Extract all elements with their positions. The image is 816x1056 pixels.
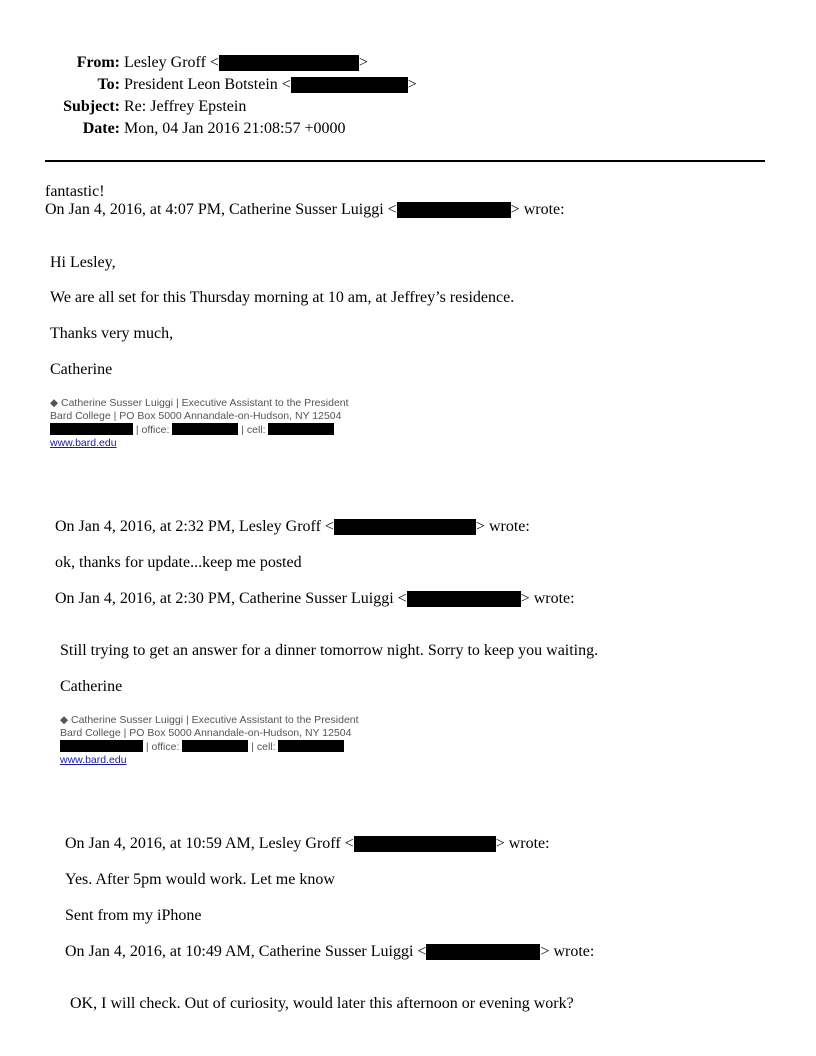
redaction-block (60, 740, 143, 752)
q4-paragraph: Yes. After 5pm would work. Let me know (65, 871, 335, 888)
quote1-header-text: On Jan 4, 2016, at 4:07 PM, Catherine Susser Luiggi < (45, 201, 397, 218)
redaction-block (50, 423, 133, 435)
quote3-header-text: On Jan 4, 2016, at 2:30 PM, Catherine Susser Luiggi < (55, 590, 407, 607)
q1-paragraph: We are all set for this Thursday morning at 10 am, at Jeffrey’s residence. (50, 289, 515, 306)
signature-line1: ◆ Catherine Susser Luiggi | Executive Assistant to the President (50, 397, 349, 409)
q2-paragraph: ok, thanks for update...keep me posted (55, 554, 302, 571)
redaction-block (407, 591, 521, 607)
redaction-block (334, 519, 476, 535)
header-divider (45, 160, 765, 162)
q3-paragraph: Still trying to get an answer for a dinner tomorrow night. Sorry to keep you waiting. (60, 642, 599, 659)
redaction-block (426, 944, 540, 960)
header-subject (0, 98, 246, 116)
cell-label: | cell: (238, 424, 269, 436)
office-label: | office: (143, 741, 183, 753)
redaction-block (182, 740, 248, 752)
subject-label: Subject: (63, 98, 120, 115)
date-label: Date: (82, 120, 120, 137)
date-value: Mon, 04 Jan 2016 21:08:57 +0000 (124, 120, 346, 137)
quote5-header-text: On Jan 4, 2016, at 10:49 AM, Catherine Susser Luiggi < (65, 943, 427, 960)
quote1-header (45, 201, 565, 219)
quote2-header-text: On Jan 4, 2016, at 2:32 PM, Lesley Groff < (55, 518, 334, 535)
redaction-block (268, 423, 334, 435)
to-label: To: (97, 76, 120, 93)
quote4-header (65, 835, 550, 853)
quote1-header-wrote: > wrote: (510, 201, 565, 218)
quote4-header-wrote: > wrote: (495, 835, 550, 852)
quote4-header-text: On Jan 4, 2016, at 10:59 AM, Lesley Groff < (65, 835, 354, 852)
q1-signoff: Catherine (50, 361, 113, 378)
redaction-block (291, 77, 408, 93)
quote2-header-wrote: > wrote: (475, 518, 530, 535)
redaction-block (354, 836, 496, 852)
quote3-header-wrote: > wrote: (520, 590, 575, 607)
header-date (0, 120, 345, 138)
quote5-header-wrote: > wrote: (540, 943, 595, 960)
close-angle: > (407, 76, 417, 93)
q3-signoff: Catherine (60, 678, 123, 695)
quote5-header (65, 943, 594, 961)
cell-label: | cell: (248, 741, 279, 753)
signature-block (50, 397, 349, 450)
redaction-block (172, 423, 238, 435)
signature-contact (50, 423, 349, 437)
redaction-block (397, 202, 511, 218)
to-value: President Leon Botstein < (124, 76, 291, 93)
header-to (0, 76, 417, 94)
q1-thanks: Thanks very much, (50, 325, 174, 342)
quote3-header (55, 590, 575, 608)
reply-text: fantastic! (45, 183, 105, 200)
q1-greeting: Hi Lesley, (50, 254, 116, 271)
signature-line2: Bard College | PO Box 5000 Annandale-on-Hudson, NY 12504 (50, 410, 342, 422)
redaction-block (278, 740, 344, 752)
close-angle: > (358, 54, 368, 71)
header-from (0, 54, 368, 72)
from-label: From: (76, 54, 120, 71)
signature-line2: Bard College | PO Box 5000 Annandale-on-Hudson, NY 12504 (60, 727, 352, 739)
signature-block (60, 714, 359, 767)
office-label: | office: (133, 424, 173, 436)
signature-contact (60, 740, 359, 754)
from-value: Lesley Groff < (124, 54, 219, 71)
q4-sent-from: Sent from my iPhone (65, 907, 202, 924)
redaction-block (219, 55, 359, 71)
q5-paragraph: OK, I will check. Out of curiosity, would later this afternoon or evening work? (70, 995, 574, 1012)
signature-line1: ◆ Catherine Susser Luiggi | Executive Assistant to the President (60, 714, 359, 726)
website-link[interactable]: www.bard.edu (50, 437, 117, 449)
website-link[interactable]: www.bard.edu (60, 754, 127, 766)
subject-value: Re: Jeffrey Epstein (124, 98, 247, 115)
quote2-header (55, 518, 530, 536)
